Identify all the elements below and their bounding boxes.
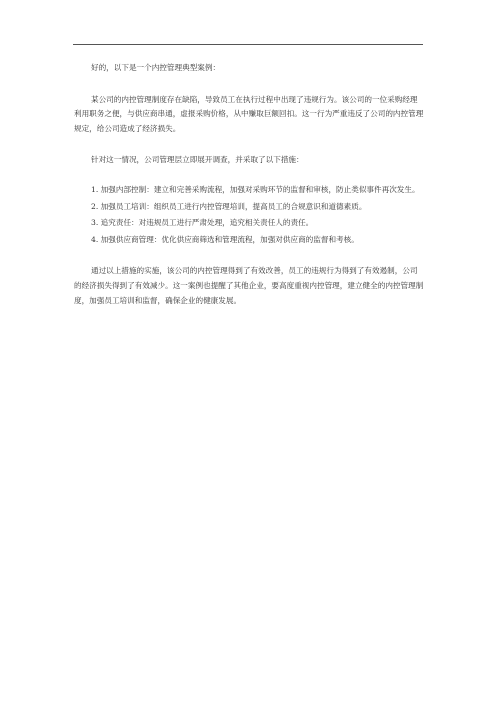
measure-item: 2. 加强员工培训：组织员工进行内控管理培训，提高员工的合规意识和道德素质。 [91,201,367,211]
measure-item: 4. 加强供应商管理：优化供应商筛选和管理流程，加强对供应商的监督和考核。 [91,234,359,244]
header-rule [73,44,423,45]
case-paragraph: 某公司的内控管理制度存在缺陷，导致员工在执行过程中出现了违规行为。该公司的一位采购经理利用职务之便，与供应商串通，虚报采购价格，从中赚取巨额回扣。这一行为严重违反了公司的内控管理规定，给公司造成了经济损失。 [74,94,424,133]
measures-list [74,183,424,247]
document-body [74,61,424,308]
intro-paragraph: 好的，以下是一个内控管理典型案例： [91,63,221,72]
measure-item: 1. 加强内部控制：建立和完善采购流程，加强对采购环节的监督和审核，防止类似事件再次发生。 [91,184,420,194]
measure-item: 3. 追究责任：对违规员工进行严肃处理，追究相关责任人的责任。 [91,218,314,228]
response-intro-paragraph: 针对这一情况，公司管理层立即展开调查，并采取了以下措施： [91,155,304,165]
conclusion-paragraph: 通过以上措施的实施，该公司的内控管理得到了有效改善，员工的违规行为得到了有效遏制，公司的经济损失得到了有效减少。这一案例也提醒了其他企业，要高度重视内控管理，建立健全的内控管理制度，加强员工培训和监督，确保企业的健康发展。 [74,266,424,305]
